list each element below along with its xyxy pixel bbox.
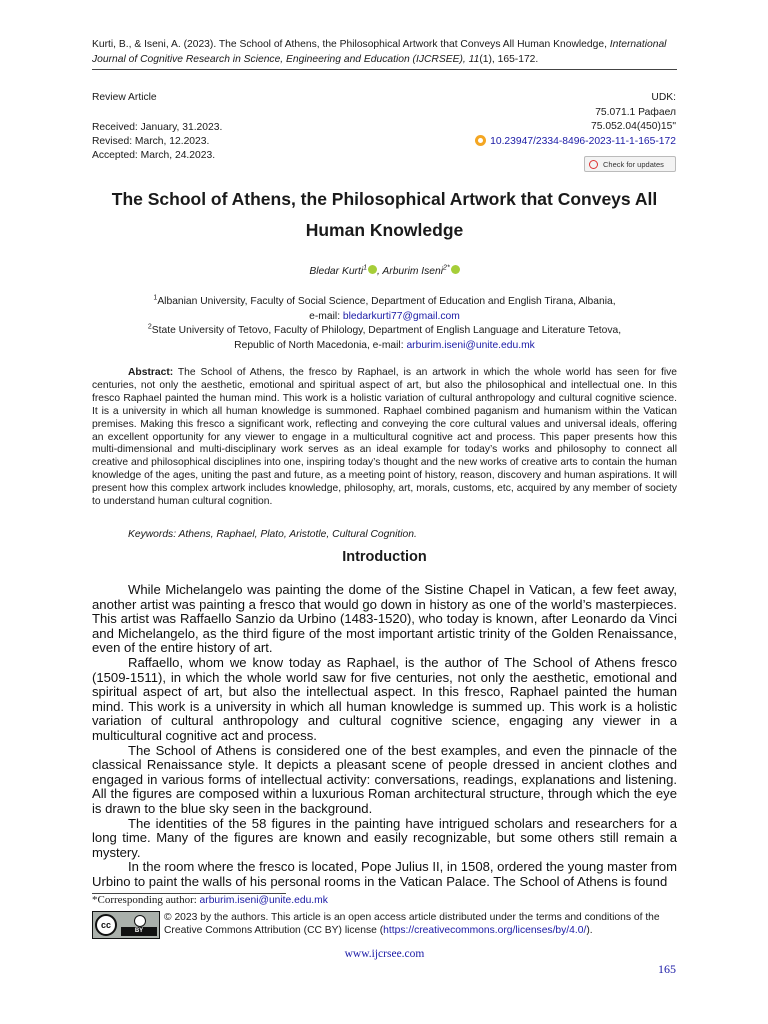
author-line	[92, 265, 677, 277]
body-paragraph: In the room where the fresco is located, Pope Julius II, in 1508, ordered the young master from Urbino to paint the walls of his personal rooms in the Vatican Palace. The School of Athens is found	[92, 859, 677, 889]
cc-icon: cc	[95, 914, 117, 936]
license-statement	[164, 912, 678, 937]
intro-body	[92, 583, 677, 889]
header-journal: International Journal of Cognitive Research in Science, Engineering and Education (IJCRSEE), 11	[92, 39, 667, 65]
aff1-email-label: e-mail:	[309, 310, 343, 322]
article-type: Review Article	[92, 92, 157, 103]
corresponding-label: *Corresponding author:	[92, 894, 200, 906]
abstract	[92, 367, 677, 509]
license-text: © 2023 by the authors. This article is an open access article distributed under the terms and conditions of the Creative Commons Attribution (CC BY) license (	[164, 912, 660, 936]
affiliation-2-line2: Republic of North Macedonia, e-mail:	[234, 339, 407, 351]
doi-link[interactable]: 10.23947/2334-8496-2023-11-1-165-172	[490, 136, 676, 147]
abstract-text: The School of Athens, the fresco by Raphael, is an artwork in which the whole world has seen for five centuries, not only the aesthetic, emotional and spiritual aspect of art, but also the philosophical and intellectual one. In this fresco Raphael painted the human mind. This work is a holistic variation of cultural anthropology and cultural cognitive science. It is a university in which all human knowledge is summoned. Raphael combined paganism and humanism within the Vatican premises. Making this fresco a significant work, reflecting and conveying the core cultural values and universal ideals, offering an excellent opportunity for any viewer to engage in a multicultural cognitive act and process. This paper presents how this multi-dimensional and multi-disciplinary work serves as an ideal example for today’s works and philosophy to connect all creative and philosophical disciplines into one, inspiring today’s thought and the new works of creative arts to contain the human knowledge of the ages, uniting the past and future, as a meeting point of history, reason, discovery and human aspirations. It will present how this complex artwork includes knowledge, philosophy, art, morals, customs, etc, acquired by any member of society to understand human cultural cognition.	[92, 367, 677, 508]
author-1-sup: 1	[363, 264, 368, 272]
affiliations	[92, 295, 677, 353]
affiliation-2: State University of Tetovo, Faculty of Philology, Department of English Language and Literature Tetova,	[151, 325, 622, 336]
author-1: Bledar Kurti	[309, 266, 364, 277]
udk-code-1: 75.071.1 Рафаел	[595, 107, 676, 118]
aff2-email-link[interactable]: arburim.iseni@unite.edu.mk	[406, 339, 535, 351]
check-updates-icon	[589, 160, 598, 169]
orcid-icon[interactable]	[368, 265, 377, 274]
aff1-email-link[interactable]: bledarkurti77@gmail.com	[342, 310, 460, 322]
aff1-sup: 1	[153, 294, 158, 302]
doi-line	[475, 135, 676, 147]
keywords: Keywords: Athens, Raphael, Plato, Aristotle, Cultural Cognition.	[128, 529, 417, 540]
accepted-date: Accepted: March, 24.2023.	[92, 150, 216, 161]
revised-date: Revised: March, 12.2023.	[92, 136, 210, 147]
check-for-updates-button[interactable]	[584, 156, 676, 172]
affiliation-1: Albanian University, Faculty of Social Science, Department of Education and English Tirana, Albania,	[157, 296, 616, 307]
body-paragraph: The School of Athens is considered one of the best examples, and even the pinnacle of the classical Renaissance style. It depicts a pleasant scene of people dressed in ancient clothes and engaged in various forms of intellectual activity: conversations, readings, explanations and listening. All the figures are composed within a luxurious Roman architectural structure, through which the eye is drawn to the blue sky seen in the background.	[92, 742, 677, 816]
author-2-sup: 2*	[443, 264, 450, 272]
doi-icon	[475, 135, 486, 146]
license-link[interactable]: https://creativecommons.org/licenses/by/4.0/	[383, 924, 587, 936]
udk-code-2: 75.052.04(450)15"	[591, 121, 676, 132]
header-rule	[92, 69, 677, 70]
aff2-sup: 2	[147, 323, 152, 331]
abstract-label: Abstract:	[128, 367, 174, 378]
header-citation-end: (1), 165-172.	[479, 54, 539, 65]
page-number: 165	[658, 962, 676, 976]
orcid-icon[interactable]	[451, 265, 460, 274]
body-paragraph: Raffaello, whom we know today as Raphael, is the author of The School of Athens fresco (1509-1511), in which the whole world saw for five centuries, not only the aesthetic, emotional and spiritual aspect of art, but also the intellectual aspect. In this fresco, Raphael painted the human mind. This work is a university in which all human knowledge is summed up. This work is a holistic variation of cultural anthropology and cultural cognitive science, engaging any viewer in a multicultural cognitive act and process.	[92, 654, 677, 743]
body-paragraph: While Michelangelo was painting the dome of the Sistine Chapel in Vatican, a few feet away, another artist was painting a fresco that would go down in history as one of the world’s masterpieces. This artist was Raffaello Sanzio da Urbino (1483-1520), who today is known, after Leonardo da Vinci and Michelangelo, as the third figure of the most important artistic trinity of the Golden Renaissance, even of the entire history of art.	[92, 582, 677, 656]
running-header	[92, 37, 677, 67]
attribution-person-icon	[134, 915, 146, 927]
check-updates-label: Check for updates	[603, 160, 664, 169]
cc-by-badge[interactable]	[92, 911, 160, 939]
corresponding-author	[92, 894, 328, 906]
header-citation: Kurti, B., & Iseni, A. (2023). The School of Athens, the Philosophical Artwork that Conveys All Human Knowledge,	[92, 39, 610, 50]
license-end: ).	[586, 924, 593, 936]
received-date: Received: January, 31.2023.	[92, 122, 223, 133]
corresponding-email-link[interactable]: arburim.iseni@unite.edu.mk	[199, 895, 328, 906]
author-2: Arburim Iseni	[382, 266, 444, 277]
author-separator: ,	[377, 266, 383, 277]
journal-website[interactable]: www.ijcrsee.com	[344, 948, 425, 960]
paper-title: The School of Athens, the Philosophical Artwork that Conveys All Human Knowledge	[111, 189, 658, 240]
body-paragraph: The identities of the 58 figures in the painting have intrigued scholars and researchers for a long time. Many of the figures are known and easily recognizable, but some others still remain a mystery.	[92, 815, 677, 860]
udk-label: UDK:	[651, 92, 676, 103]
cc-by-label: BY	[121, 927, 157, 936]
section-heading: Introduction	[342, 549, 427, 565]
